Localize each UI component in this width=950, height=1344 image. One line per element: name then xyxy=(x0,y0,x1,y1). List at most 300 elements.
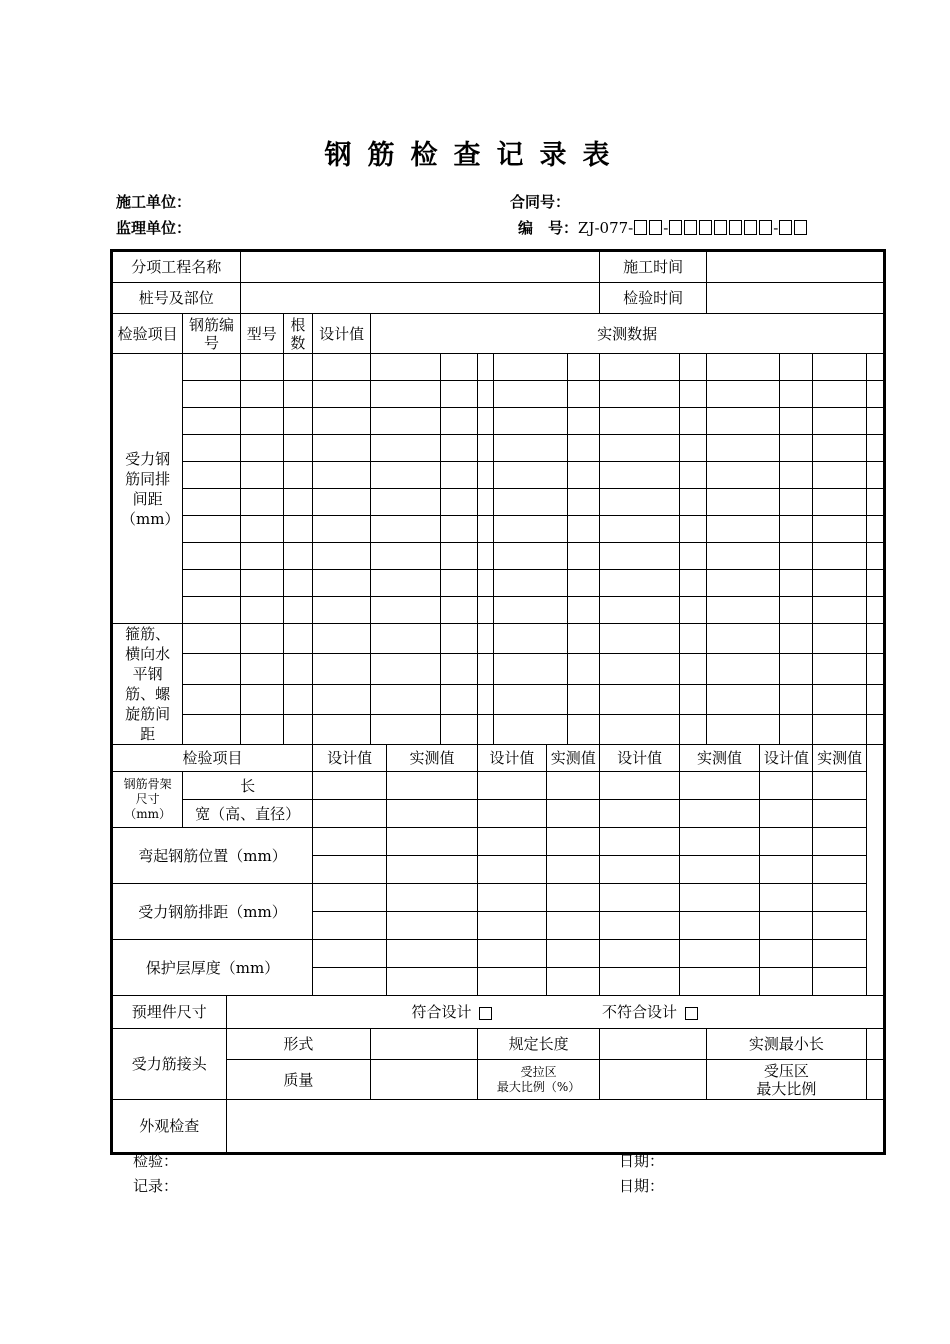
sub-project-name-value[interactable] xyxy=(240,251,600,283)
design-value-cell[interactable] xyxy=(312,381,370,408)
count-cell[interactable] xyxy=(283,714,312,744)
pair-value-cell[interactable] xyxy=(760,828,813,856)
measured-cell[interactable] xyxy=(679,597,706,624)
pair-value-cell[interactable] xyxy=(477,800,546,828)
measured-cell[interactable] xyxy=(493,489,567,516)
measured-cell[interactable] xyxy=(477,489,493,516)
pair-value-cell[interactable] xyxy=(813,968,866,996)
measured-cell[interactable] xyxy=(493,543,567,570)
measured-cell[interactable] xyxy=(371,408,440,435)
measured-cell[interactable] xyxy=(866,684,884,714)
pair-value-cell[interactable] xyxy=(387,828,477,856)
type-cell[interactable] xyxy=(240,654,283,684)
pair-value-cell[interactable] xyxy=(312,828,386,856)
measured-cell[interactable] xyxy=(600,624,679,654)
measured-cell[interactable] xyxy=(813,570,866,597)
measured-cell[interactable] xyxy=(568,408,600,435)
measured-cell[interactable] xyxy=(813,714,866,744)
pair-value-cell[interactable] xyxy=(813,884,866,912)
measured-cell[interactable] xyxy=(371,714,440,744)
design-value-cell[interactable] xyxy=(312,489,370,516)
rebar-no-cell[interactable] xyxy=(183,714,240,744)
pair-value-cell[interactable] xyxy=(679,912,759,940)
measured-cell[interactable] xyxy=(706,381,779,408)
measured-cell[interactable] xyxy=(600,381,679,408)
appearance-check-value[interactable] xyxy=(226,1100,884,1154)
rebar-no-cell[interactable] xyxy=(183,516,240,543)
measured-cell[interactable] xyxy=(600,489,679,516)
measured-cell[interactable] xyxy=(679,408,706,435)
measured-cell[interactable] xyxy=(371,381,440,408)
measured-cell[interactable] xyxy=(371,684,440,714)
measured-cell[interactable] xyxy=(780,714,813,744)
measured-cell[interactable] xyxy=(706,408,779,435)
measured-cell[interactable] xyxy=(780,435,813,462)
pair-value-cell[interactable] xyxy=(312,800,386,828)
col-measured-data: 实测数据 xyxy=(371,314,885,354)
measured-cell[interactable] xyxy=(440,435,477,462)
specified-length-value[interactable] xyxy=(600,1029,707,1060)
type-cell[interactable] xyxy=(240,543,283,570)
type-cell[interactable] xyxy=(240,714,283,744)
measured-cell[interactable] xyxy=(780,408,813,435)
measured-cell[interactable] xyxy=(568,516,600,543)
measured-cell[interactable] xyxy=(600,354,679,381)
count-cell[interactable] xyxy=(283,597,312,624)
pair-value-cell[interactable] xyxy=(679,968,759,996)
measured-cell[interactable] xyxy=(813,516,866,543)
measured-cell[interactable] xyxy=(493,381,567,408)
form-value[interactable] xyxy=(371,1029,478,1060)
measured-cell[interactable] xyxy=(440,570,477,597)
measured-cell[interactable] xyxy=(866,462,884,489)
measured-cell[interactable] xyxy=(866,381,884,408)
pair-value-cell[interactable] xyxy=(813,940,866,968)
measured-cell[interactable] xyxy=(371,597,440,624)
pair-value-cell[interactable] xyxy=(760,772,813,800)
measured-cell[interactable] xyxy=(706,624,779,654)
pair-value-cell[interactable] xyxy=(547,912,600,940)
measured-cell[interactable] xyxy=(600,543,679,570)
pair-value-cell[interactable] xyxy=(387,940,477,968)
pair-value-cell[interactable] xyxy=(477,940,546,968)
measured-cell[interactable] xyxy=(568,684,600,714)
pair-value-cell[interactable] xyxy=(679,800,759,828)
measured-cell[interactable] xyxy=(440,381,477,408)
measured-cell[interactable] xyxy=(780,381,813,408)
measured-cell[interactable] xyxy=(706,684,779,714)
measured-cell[interactable] xyxy=(568,489,600,516)
measured-cell[interactable] xyxy=(780,489,813,516)
measured-cell[interactable] xyxy=(493,516,567,543)
measured-cell[interactable] xyxy=(679,570,706,597)
checkbox-not-conforms[interactable] xyxy=(685,1007,698,1020)
count-cell[interactable] xyxy=(283,654,312,684)
measured-cell[interactable] xyxy=(706,654,779,684)
measured-cell[interactable] xyxy=(568,462,600,489)
type-cell[interactable] xyxy=(240,354,283,381)
type-cell[interactable] xyxy=(240,597,283,624)
pair-value-cell[interactable] xyxy=(679,828,759,856)
measured-cell[interactable] xyxy=(780,570,813,597)
design-value-cell[interactable] xyxy=(312,654,370,684)
measured-cell[interactable] xyxy=(600,408,679,435)
measured-cell[interactable] xyxy=(780,654,813,684)
pair-value-cell[interactable] xyxy=(760,968,813,996)
measured-cell[interactable] xyxy=(440,462,477,489)
measured-cell[interactable] xyxy=(371,435,440,462)
measured-cell[interactable] xyxy=(568,435,600,462)
design-value-cell[interactable] xyxy=(312,516,370,543)
measured-cell[interactable] xyxy=(371,462,440,489)
rebar-no-cell[interactable] xyxy=(183,654,240,684)
measured-cell[interactable] xyxy=(440,516,477,543)
measured-cell[interactable] xyxy=(493,624,567,654)
measured-cell[interactable] xyxy=(780,354,813,381)
measured-cell[interactable] xyxy=(866,543,884,570)
measured-cell[interactable] xyxy=(440,624,477,654)
count-cell[interactable] xyxy=(283,354,312,381)
measured-cell[interactable] xyxy=(477,684,493,714)
measured-cell[interactable] xyxy=(371,570,440,597)
pair-value-cell[interactable] xyxy=(312,912,386,940)
rebar-no-cell[interactable] xyxy=(183,354,240,381)
pair-value-cell[interactable] xyxy=(387,772,477,800)
measured-cell[interactable] xyxy=(477,714,493,744)
design-value-cell[interactable] xyxy=(312,408,370,435)
count-cell[interactable] xyxy=(283,543,312,570)
measured-cell[interactable] xyxy=(440,654,477,684)
measured-cell[interactable] xyxy=(493,684,567,714)
measured-cell[interactable] xyxy=(477,462,493,489)
count-cell[interactable] xyxy=(283,489,312,516)
pair-value-cell[interactable] xyxy=(387,912,477,940)
count-cell[interactable] xyxy=(283,684,312,714)
measured-cell[interactable] xyxy=(477,516,493,543)
pair-measured-label: 实测值 xyxy=(679,745,759,772)
measured-cell[interactable] xyxy=(706,597,779,624)
measured-cell[interactable] xyxy=(600,516,679,543)
measured-cell[interactable] xyxy=(813,381,866,408)
measured-cell[interactable] xyxy=(440,714,477,744)
pair-value-cell[interactable] xyxy=(477,968,546,996)
measured-cell[interactable] xyxy=(493,597,567,624)
design-value-cell[interactable] xyxy=(312,714,370,744)
type-cell[interactable] xyxy=(240,624,283,654)
measured-cell[interactable] xyxy=(706,489,779,516)
tension-zone-value[interactable] xyxy=(600,1060,707,1100)
measured-cell[interactable] xyxy=(866,516,884,543)
measured-cell[interactable] xyxy=(679,654,706,684)
measured-cell[interactable] xyxy=(866,714,884,744)
measured-cell[interactable] xyxy=(706,516,779,543)
pair-value-cell[interactable] xyxy=(547,884,600,912)
measured-cell[interactable] xyxy=(679,462,706,489)
measured-cell[interactable] xyxy=(866,624,884,654)
type-cell[interactable] xyxy=(240,570,283,597)
measured-cell[interactable] xyxy=(679,714,706,744)
measured-cell[interactable] xyxy=(780,516,813,543)
joint-label: 受力筋接头 xyxy=(112,1029,227,1100)
pair-value-cell[interactable] xyxy=(387,884,477,912)
pair-value-cell[interactable] xyxy=(547,800,600,828)
measured-cell[interactable] xyxy=(706,435,779,462)
rebar-no-cell[interactable] xyxy=(183,543,240,570)
measured-cell[interactable] xyxy=(813,543,866,570)
measured-cell[interactable] xyxy=(600,462,679,489)
rebar-no-cell[interactable] xyxy=(183,381,240,408)
measured-cell[interactable] xyxy=(679,381,706,408)
measured-cell[interactable] xyxy=(568,381,600,408)
rebar-no-cell[interactable] xyxy=(183,570,240,597)
measured-cell[interactable] xyxy=(477,435,493,462)
type-cell[interactable] xyxy=(240,684,283,714)
measured-cell[interactable] xyxy=(679,354,706,381)
type-cell[interactable] xyxy=(240,408,283,435)
measured-cell[interactable] xyxy=(679,684,706,714)
measured-cell[interactable] xyxy=(706,543,779,570)
measured-cell[interactable] xyxy=(600,570,679,597)
type-cell[interactable] xyxy=(240,516,283,543)
measured-cell[interactable] xyxy=(493,570,567,597)
measured-cell[interactable] xyxy=(780,543,813,570)
pair-value-cell[interactable] xyxy=(760,884,813,912)
pair-value-cell[interactable] xyxy=(679,856,759,884)
measured-cell[interactable] xyxy=(477,354,493,381)
pair-value-cell[interactable] xyxy=(679,884,759,912)
measured-cell[interactable] xyxy=(568,654,600,684)
pair-value-cell[interactable] xyxy=(813,800,866,828)
measured-cell[interactable] xyxy=(600,714,679,744)
compression-zone-value[interactable] xyxy=(866,1060,884,1100)
cover-thickness-label: 保护层厚度（mm） xyxy=(112,940,313,996)
checkbox-icon xyxy=(714,220,727,235)
pair-value-cell[interactable] xyxy=(387,968,477,996)
measured-cell[interactable] xyxy=(493,408,567,435)
count-cell[interactable] xyxy=(283,435,312,462)
measured-cell[interactable] xyxy=(813,435,866,462)
measured-cell[interactable] xyxy=(600,597,679,624)
measured-cell[interactable] xyxy=(371,654,440,684)
measured-cell[interactable] xyxy=(866,354,884,381)
type-cell[interactable] xyxy=(240,489,283,516)
count-cell[interactable] xyxy=(283,462,312,489)
measured-cell[interactable] xyxy=(866,597,884,624)
pair-value-cell[interactable] xyxy=(547,828,600,856)
inspection-time-value[interactable] xyxy=(706,283,884,314)
pair-value-cell[interactable] xyxy=(679,772,759,800)
measured-cell[interactable] xyxy=(568,543,600,570)
measured-cell[interactable] xyxy=(679,624,706,654)
count-cell[interactable] xyxy=(283,408,312,435)
measured-cell[interactable] xyxy=(493,462,567,489)
pair-value-cell[interactable] xyxy=(312,968,386,996)
rebar-no-cell[interactable] xyxy=(183,489,240,516)
measured-cell[interactable] xyxy=(600,435,679,462)
measured-cell[interactable] xyxy=(568,714,600,744)
checkbox-conforms[interactable] xyxy=(479,1007,492,1020)
pair-value-cell[interactable] xyxy=(477,912,546,940)
measured-cell[interactable] xyxy=(440,408,477,435)
rebar-no-cell[interactable] xyxy=(183,684,240,714)
pair-value-cell[interactable] xyxy=(477,884,546,912)
pair-value-cell[interactable] xyxy=(760,856,813,884)
measured-cell[interactable] xyxy=(813,624,866,654)
design-value-cell[interactable] xyxy=(312,354,370,381)
measured-cell[interactable] xyxy=(568,570,600,597)
embedded-size-options xyxy=(226,996,884,1029)
checkbox-icon xyxy=(759,220,772,235)
measured-cell[interactable] xyxy=(813,462,866,489)
pair-value-cell[interactable] xyxy=(547,856,600,884)
type-cell[interactable] xyxy=(240,381,283,408)
measured-cell[interactable] xyxy=(780,684,813,714)
measured-cell[interactable] xyxy=(780,624,813,654)
conforms-label: 符合设计 xyxy=(411,1003,472,1021)
pair-value-cell[interactable] xyxy=(312,856,386,884)
design-value-cell[interactable] xyxy=(312,543,370,570)
pair-value-cell[interactable] xyxy=(813,828,866,856)
rebar-no-cell[interactable] xyxy=(183,408,240,435)
design-value-cell[interactable] xyxy=(312,435,370,462)
pair-value-cell[interactable] xyxy=(600,968,679,996)
measured-cell[interactable] xyxy=(477,654,493,684)
measured-cell[interactable] xyxy=(866,408,884,435)
measured-cell[interactable] xyxy=(477,408,493,435)
measured-cell[interactable] xyxy=(440,543,477,570)
measured-cell[interactable] xyxy=(440,354,477,381)
pair-value-cell[interactable] xyxy=(477,856,546,884)
measured-cell[interactable] xyxy=(477,570,493,597)
appearance-check-label: 外观检查 xyxy=(112,1100,227,1154)
measured-cell[interactable] xyxy=(600,684,679,714)
construction-time-value[interactable] xyxy=(706,251,884,283)
pair-value-cell[interactable] xyxy=(477,828,546,856)
measured-cell[interactable] xyxy=(568,597,600,624)
pair-value-cell[interactable] xyxy=(760,940,813,968)
measured-min-length-value[interactable] xyxy=(866,1029,884,1060)
measured-cell[interactable] xyxy=(440,489,477,516)
pair-value-cell[interactable] xyxy=(387,856,477,884)
pair-value-cell[interactable] xyxy=(813,856,866,884)
measured-cell[interactable] xyxy=(813,684,866,714)
pair-value-cell[interactable] xyxy=(312,772,386,800)
measured-cell[interactable] xyxy=(493,435,567,462)
measured-cell[interactable] xyxy=(371,543,440,570)
pair-value-cell[interactable] xyxy=(547,968,600,996)
col-type: 型号 xyxy=(240,314,283,354)
measured-cell[interactable] xyxy=(493,714,567,744)
measured-cell[interactable] xyxy=(568,354,600,381)
measured-cell[interactable] xyxy=(780,597,813,624)
measured-cell[interactable] xyxy=(371,489,440,516)
design-value-cell[interactable] xyxy=(312,624,370,654)
measured-cell[interactable] xyxy=(568,624,600,654)
measured-cell[interactable] xyxy=(440,684,477,714)
pair-value-cell[interactable] xyxy=(547,772,600,800)
pair-value-cell[interactable] xyxy=(387,800,477,828)
measured-cell[interactable] xyxy=(371,624,440,654)
measured-cell[interactable] xyxy=(866,489,884,516)
design-value-cell[interactable] xyxy=(312,570,370,597)
measured-cell[interactable] xyxy=(706,570,779,597)
pair-value-cell[interactable] xyxy=(813,772,866,800)
quality-value[interactable] xyxy=(371,1060,478,1100)
count-cell[interactable] xyxy=(283,570,312,597)
measured-cell[interactable] xyxy=(477,597,493,624)
measured-cell[interactable] xyxy=(813,408,866,435)
measured-cell[interactable] xyxy=(440,597,477,624)
pair-value-cell[interactable] xyxy=(600,772,679,800)
pair-value-cell[interactable] xyxy=(477,772,546,800)
pair-value-cell[interactable] xyxy=(679,940,759,968)
rebar-no-cell[interactable] xyxy=(183,597,240,624)
type-cell[interactable] xyxy=(240,462,283,489)
pair-value-cell[interactable] xyxy=(600,856,679,884)
measured-cell[interactable] xyxy=(813,597,866,624)
rebar-no-cell[interactable] xyxy=(183,624,240,654)
measured-cell[interactable] xyxy=(679,516,706,543)
measured-cell[interactable] xyxy=(493,654,567,684)
pair-value-cell[interactable] xyxy=(813,912,866,940)
type-cell[interactable] xyxy=(240,435,283,462)
design-value-cell[interactable] xyxy=(312,684,370,714)
measured-cell[interactable] xyxy=(679,435,706,462)
measured-cell[interactable] xyxy=(813,654,866,684)
measured-cell[interactable] xyxy=(780,462,813,489)
measured-cell[interactable] xyxy=(866,435,884,462)
design-value-cell[interactable] xyxy=(312,462,370,489)
pile-and-part-value[interactable] xyxy=(240,283,600,314)
measured-cell[interactable] xyxy=(813,354,866,381)
rebar-no-cell[interactable] xyxy=(183,462,240,489)
rebar-no-cell[interactable] xyxy=(183,435,240,462)
count-cell[interactable] xyxy=(283,624,312,654)
measured-cell[interactable] xyxy=(477,543,493,570)
measured-cell[interactable] xyxy=(371,516,440,543)
measured-cell[interactable] xyxy=(477,381,493,408)
pair-value-cell[interactable] xyxy=(760,800,813,828)
pair-value-cell[interactable] xyxy=(760,912,813,940)
pair-value-cell[interactable] xyxy=(312,940,386,968)
measured-cell[interactable] xyxy=(679,489,706,516)
measured-cell[interactable] xyxy=(706,354,779,381)
measured-cell[interactable] xyxy=(866,570,884,597)
count-cell[interactable] xyxy=(283,516,312,543)
design-value-cell[interactable] xyxy=(312,597,370,624)
measured-cell[interactable] xyxy=(706,462,779,489)
pair-value-cell[interactable] xyxy=(600,800,679,828)
pair-value-cell[interactable] xyxy=(600,884,679,912)
measured-cell[interactable] xyxy=(706,714,779,744)
measured-cell[interactable] xyxy=(600,654,679,684)
checkbox-icon xyxy=(634,220,647,235)
measured-cell[interactable] xyxy=(371,354,440,381)
pair-value-cell[interactable] xyxy=(547,940,600,968)
pair-value-cell[interactable] xyxy=(312,884,386,912)
pair-value-cell[interactable] xyxy=(600,940,679,968)
measured-cell[interactable] xyxy=(679,543,706,570)
measured-cell[interactable] xyxy=(493,354,567,381)
pair-value-cell[interactable] xyxy=(600,912,679,940)
measured-cell[interactable] xyxy=(477,624,493,654)
measured-cell[interactable] xyxy=(866,654,884,684)
measured-cell[interactable] xyxy=(813,489,866,516)
pair-value-cell[interactable] xyxy=(600,828,679,856)
embedded-size-label: 预埋件尺寸 xyxy=(112,996,227,1029)
count-cell[interactable] xyxy=(283,381,312,408)
pair-design-label: 设计值 xyxy=(760,745,813,772)
